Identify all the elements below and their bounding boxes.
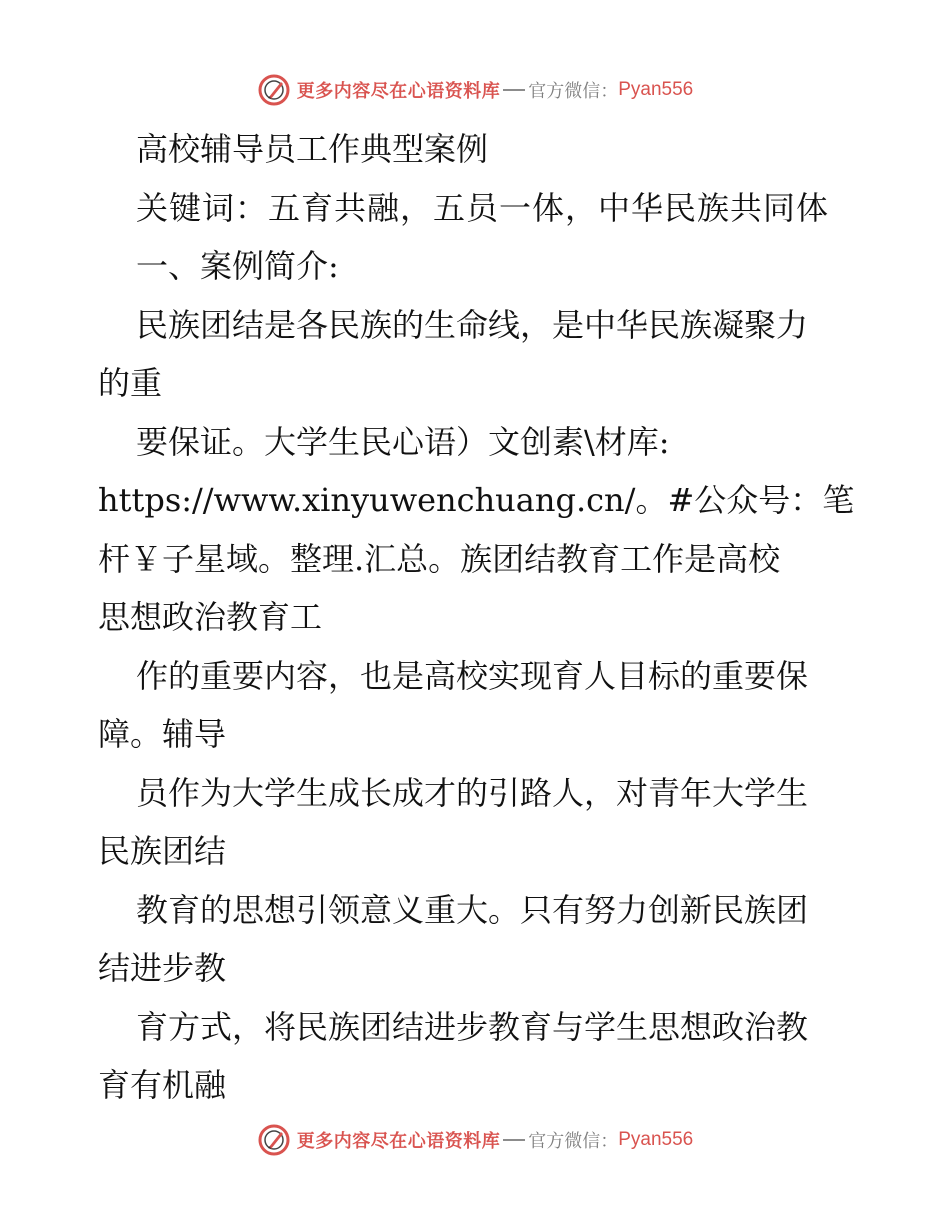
text-line: 要保证。大学生民心语）文创素\材库: [136,422,670,461]
watermark-dash [503,1139,525,1141]
watermark-brand: 更多内容尽在心语资料库 [296,81,501,102]
text-line: 一、案例简介: [136,247,339,285]
text-line: https://www.xinyuwenchuang.cn/。#公众号：笔 [98,481,855,519]
text-line: 民族团结是各民族的生命线，是中华民族凝聚力 [136,305,809,344]
text-line: 障。辅导 [98,715,227,753]
text-line: 作的重要内容，也是高校实现育人目标的重要保 [136,656,809,695]
text-line: 育有机融 [98,1066,227,1104]
watermark-official: 官方微信： [528,81,619,102]
text-line: 思想政治教育工 [98,598,323,636]
text-line: 关键词：五育共融，五员一体，中华民族共同体 [136,188,830,227]
watermark-wechat-id: Pyan556 [618,1129,694,1150]
document-body [98,120,858,1115]
text-line: 的重 [98,364,163,402]
text-line: 高校辅导员工作典型案例 [136,130,489,168]
text-line: 杆￥子星域。整理.汇总。族团结教育工作是高校 [98,539,781,578]
watermark-dash [503,89,525,91]
watermark-official: 官方微信： [528,1131,619,1152]
text-line: 育方式，将民族团结进步教育与学生思想政治教 [136,1007,809,1046]
pen-circle-logo-icon [257,1123,291,1157]
watermark-header [0,70,950,110]
watermark-wechat-id: Pyan556 [618,79,694,100]
watermark-footer [0,1120,950,1160]
watermark-brand: 更多内容尽在心语资料库 [296,1131,501,1152]
text-line: 员作为大学生成长成才的引路人，对青年大学生 [136,773,809,812]
text-line: 民族团结 [98,832,227,870]
pen-circle-logo-icon [257,73,291,107]
text-line: 教育的思想引领意义重大。只有努力创新民族团 [136,890,809,929]
text-line: 结进步教 [98,949,227,987]
